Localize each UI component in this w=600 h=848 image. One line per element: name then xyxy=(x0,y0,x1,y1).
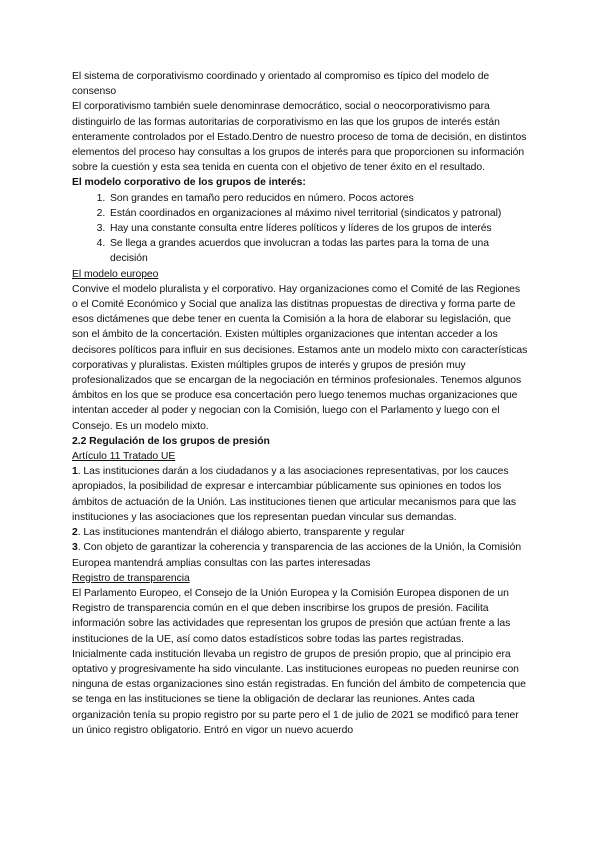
registro-heading: Registro de transparencia xyxy=(72,572,190,584)
europeo-heading: El modelo europeo xyxy=(72,268,159,280)
list-item: 3. Hay una constante consulta entre líderes políticos y líderes de los grupos de interés xyxy=(108,221,528,236)
regulacion-heading: 2.2 Regulación de los grupos de presión xyxy=(72,435,270,447)
point-text: . Con objeto de garantizar la coherencia y transparencia de las acciones de la Unión, la Comisión Europea mantendrá amplias consultas con las partes interesadas xyxy=(72,542,522,569)
point-number: 1 xyxy=(72,466,78,478)
list-item: 1. Son grandes en tamaño pero reducidos en número. Pocos actores xyxy=(108,191,528,206)
intro-paragraph-2: El corporativismo también suele denominrase democrático, social o neocorporativismo para distinguirlo de las formas autoritarias de corporativismo en las que los grupos de interés están enteramente controlados por el Estado.Dentro de nuestro proceso de toma de decisión, en distintos elementos del proceso hay consultas a los grupos de interés para que proporcionen su información sobre la cuestión y esta sea tenida en cuenta con el objetivo de tener éxito en el resultado. xyxy=(72,101,527,174)
corporativo-list xyxy=(72,191,528,267)
article-point-2 xyxy=(72,525,528,540)
registro-paragraph-1: El Parlamento Europeo, el Consejo de la Unión Europea y la Comisión Europea disponen de un Registro de transparencia común en el que deben inscribirse los grupos de presión. Facilita información sobre las actividades que representan los grupos de presión que actúan frente a las instituciones de la UE, así como datos estadísticos sobre todas las partes registradas. xyxy=(72,587,511,645)
point-number: 3 xyxy=(72,542,78,554)
article-point-3 xyxy=(72,540,528,570)
corporativo-heading: El modelo corporativo de los grupos de interés: xyxy=(72,177,306,189)
europeo-paragraph: Convive el modelo pluralista y el corporativo. Hay organizaciones como el Comité de las Regiones o el Comité Económico y Social que analiza las distitnas propuestas de directiva y forma parte de esos dictámenes que debe tener en cuenta la Comisión a la hora de elaborar su legislación, que son el ámbito de la concertación. Existen múltiples organizaciones que intentan acceder a los decisores políticos para influir en sus decisiones. Estamos ante un modelo mixto con características corporativas y pluralistas. Existen múltiples grupos de interés y grupos de presión muy profesionalizados que se encargan de la negociación en términos profesionales. Tenemos algunos ámbitos en los que se produce esa concertación pero luego tenemos muchas organizaciones que intentan acceder al poder y negocian con la Comisión, luego con el Parlamento y luego con el Consejo. Es un modelo mixto. xyxy=(72,283,528,432)
point-text: . Las instituciones darán a los ciudadanos y a las asociaciones representativas, por los cauces apropiados, la posibilidad de expresar e intercambiar públicamente sus opiniones en todos los ámbitos de actuación de la Unión. Las instituciones tienen que articular mecanismos para que las instituciones y las asociaciones que los representan puedan vincular sus demandas. xyxy=(72,466,516,523)
point-text: . Las instituciones mantendrán el diálogo abierto, transparente y regular xyxy=(77,527,405,539)
registro-paragraph-2: Inicialmente cada institución llevaba un registro de grupos de presión propio, que al principio era optativo y progresivamente ha sido vinculante. Las instituciones europeas no pueden reunirse con ninguna de estas organizaciones sino están registradas. En función del ámbito de competencia que se tenga en las instituciones se tiene la obligación de declarar las reuniones. Antes cada organización tenía su propio registro por su parte pero el 1 de julio de 2021 se modificó para tener un único registro obligatorio. Entró en vigor un nuevo acuerdo xyxy=(72,648,526,736)
list-item: 4. Se llega a grandes acuerdos que involucran a todas las partes para la toma de una decisión xyxy=(108,236,528,266)
intro-paragraph-1: El sistema de corporativismo coordinado y orientado al compromiso es típico del modelo de consenso xyxy=(72,71,490,98)
point-number: 2 xyxy=(72,527,78,539)
article-heading: Artículo 11 Tratado UE xyxy=(72,451,176,463)
article-point-1 xyxy=(72,464,528,525)
list-item: 2. Están coordinados en organizaciones al máximo nivel territorial (sindicatos y patronal) xyxy=(108,206,528,221)
